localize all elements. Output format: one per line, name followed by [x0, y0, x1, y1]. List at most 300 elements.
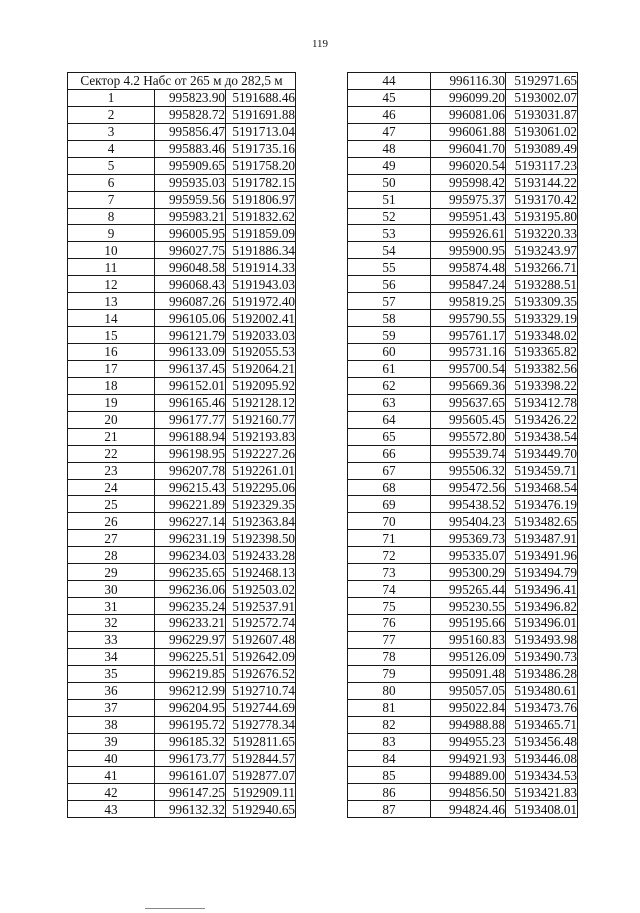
x-coordinate: 995369.73 — [431, 530, 506, 547]
y-coordinate: 5193365.82 — [506, 344, 578, 361]
point-number: 61 — [348, 360, 431, 377]
x-coordinate: 996195.72 — [155, 716, 226, 733]
x-coordinate: 995637.65 — [431, 394, 506, 411]
x-coordinate: 995700.54 — [431, 360, 506, 377]
y-coordinate: 5193220.33 — [506, 225, 578, 242]
x-coordinate: 995790.55 — [431, 310, 506, 327]
y-coordinate: 5193412.78 — [506, 394, 578, 411]
point-number: 71 — [348, 530, 431, 547]
x-coordinate: 994889.00 — [431, 767, 506, 784]
table-row — [348, 767, 578, 784]
table-row — [68, 615, 296, 632]
y-coordinate: 5192227.26 — [226, 445, 296, 462]
y-coordinate: 5191691.88 — [226, 106, 296, 123]
x-coordinate: 996152.01 — [155, 377, 226, 394]
point-number: 26 — [68, 513, 155, 530]
point-number: 34 — [68, 648, 155, 665]
table-row — [68, 394, 296, 411]
point-number: 17 — [68, 360, 155, 377]
point-number: 33 — [68, 631, 155, 648]
point-number: 35 — [68, 665, 155, 682]
y-coordinate: 5193438.54 — [506, 428, 578, 445]
point-number: 87 — [348, 801, 431, 818]
y-coordinate: 5193426.22 — [506, 411, 578, 428]
point-number: 9 — [68, 225, 155, 242]
point-number: 28 — [68, 547, 155, 564]
table-row — [68, 699, 296, 716]
point-number: 63 — [348, 394, 431, 411]
x-coordinate: 995506.32 — [431, 462, 506, 479]
table-row — [348, 513, 578, 530]
x-coordinate: 996188.94 — [155, 428, 226, 445]
y-coordinate: 5193089.49 — [506, 140, 578, 157]
y-coordinate: 5191914.33 — [226, 259, 296, 276]
table-row — [68, 174, 296, 191]
point-number: 8 — [68, 208, 155, 225]
table-row — [68, 106, 296, 123]
y-coordinate: 5193446.08 — [506, 750, 578, 767]
y-coordinate: 5193309.35 — [506, 293, 578, 310]
table-row — [68, 784, 296, 801]
point-number: 55 — [348, 259, 431, 276]
table-row — [348, 428, 578, 445]
table-row — [348, 377, 578, 394]
table-row — [68, 157, 296, 174]
x-coordinate: 996236.06 — [155, 581, 226, 598]
table-row — [348, 733, 578, 750]
table-row — [348, 310, 578, 327]
point-number: 59 — [348, 327, 431, 344]
y-coordinate: 5192261.01 — [226, 462, 296, 479]
x-coordinate: 996105.06 — [155, 310, 226, 327]
y-coordinate: 5193266.71 — [506, 259, 578, 276]
table-row — [348, 89, 578, 106]
y-coordinate: 5193494.79 — [506, 564, 578, 581]
table-row — [68, 716, 296, 733]
point-number: 44 — [348, 73, 431, 90]
table-row — [348, 716, 578, 733]
y-coordinate: 5192778.34 — [226, 716, 296, 733]
table-row — [68, 682, 296, 699]
x-coordinate: 995472.56 — [431, 479, 506, 496]
point-number: 27 — [68, 530, 155, 547]
y-coordinate: 5193382.56 — [506, 360, 578, 377]
x-coordinate: 996116.30 — [431, 73, 506, 90]
x-coordinate: 995300.29 — [431, 564, 506, 581]
x-coordinate: 995959.56 — [155, 191, 226, 208]
table-row — [348, 784, 578, 801]
point-number: 3 — [68, 123, 155, 140]
coordinates-table-right-body — [348, 73, 578, 818]
y-coordinate: 5193473.76 — [506, 699, 578, 716]
point-number: 22 — [68, 445, 155, 462]
x-coordinate: 996234.03 — [155, 547, 226, 564]
table-row — [68, 767, 296, 784]
point-number: 80 — [348, 682, 431, 699]
point-number: 65 — [348, 428, 431, 445]
point-number: 42 — [68, 784, 155, 801]
table-row — [348, 360, 578, 377]
y-coordinate: 5193476.19 — [506, 496, 578, 513]
table-row — [68, 327, 296, 344]
x-coordinate: 995731.16 — [431, 344, 506, 361]
point-number: 58 — [348, 310, 431, 327]
y-coordinate: 5193482.65 — [506, 513, 578, 530]
point-number: 70 — [348, 513, 431, 530]
point-number: 81 — [348, 699, 431, 716]
x-coordinate: 996099.20 — [431, 89, 506, 106]
y-coordinate: 5193398.22 — [506, 377, 578, 394]
y-coordinate: 5192193.83 — [226, 428, 296, 445]
y-coordinate: 5192877.07 — [226, 767, 296, 784]
table-row — [348, 411, 578, 428]
table-row — [68, 242, 296, 259]
table-row — [68, 513, 296, 530]
point-number: 82 — [348, 716, 431, 733]
y-coordinate: 5193465.71 — [506, 716, 578, 733]
y-coordinate: 5192363.84 — [226, 513, 296, 530]
table-row — [68, 293, 296, 310]
table-row — [68, 411, 296, 428]
y-coordinate: 5193144.22 — [506, 174, 578, 191]
table-row — [348, 140, 578, 157]
point-number: 39 — [68, 733, 155, 750]
table-row — [68, 377, 296, 394]
x-coordinate: 996061.88 — [431, 123, 506, 140]
table-row — [68, 89, 296, 106]
y-coordinate: 5191832.62 — [226, 208, 296, 225]
point-number: 32 — [68, 615, 155, 632]
point-number: 75 — [348, 598, 431, 615]
point-number: 2 — [68, 106, 155, 123]
y-coordinate: 5193421.83 — [506, 784, 578, 801]
point-number: 74 — [348, 581, 431, 598]
y-coordinate: 5193061.02 — [506, 123, 578, 140]
x-coordinate: 995935.03 — [155, 174, 226, 191]
table-row — [348, 530, 578, 547]
x-coordinate: 994824.46 — [431, 801, 506, 818]
y-coordinate: 5193496.82 — [506, 598, 578, 615]
table-row — [68, 496, 296, 513]
x-coordinate: 996229.97 — [155, 631, 226, 648]
y-coordinate: 5192572.74 — [226, 615, 296, 632]
table-row — [68, 445, 296, 462]
x-coordinate: 995022.84 — [431, 699, 506, 716]
x-coordinate: 996165.46 — [155, 394, 226, 411]
y-coordinate: 5193493.98 — [506, 631, 578, 648]
point-number: 40 — [68, 750, 155, 767]
table-row — [348, 106, 578, 123]
x-coordinate: 996027.75 — [155, 242, 226, 259]
point-number: 11 — [68, 259, 155, 276]
point-number: 77 — [348, 631, 431, 648]
x-coordinate: 994921.93 — [431, 750, 506, 767]
y-coordinate: 5193456.48 — [506, 733, 578, 750]
y-coordinate: 5191859.09 — [226, 225, 296, 242]
y-coordinate: 5192642.09 — [226, 648, 296, 665]
x-coordinate: 995951.43 — [431, 208, 506, 225]
point-number: 1 — [68, 89, 155, 106]
point-number: 12 — [68, 276, 155, 293]
x-coordinate: 996221.89 — [155, 496, 226, 513]
point-number: 79 — [348, 665, 431, 682]
x-coordinate: 995856.47 — [155, 123, 226, 140]
point-number: 25 — [68, 496, 155, 513]
point-number: 67 — [348, 462, 431, 479]
y-coordinate: 5192940.65 — [226, 801, 296, 818]
x-coordinate: 995819.25 — [431, 293, 506, 310]
point-number: 73 — [348, 564, 431, 581]
table-row — [348, 445, 578, 462]
point-number: 13 — [68, 293, 155, 310]
coordinates-table-right — [347, 72, 578, 818]
table-row — [348, 682, 578, 699]
table-row — [68, 665, 296, 682]
x-coordinate: 995195.66 — [431, 615, 506, 632]
x-coordinate: 995761.17 — [431, 327, 506, 344]
table-row — [68, 225, 296, 242]
x-coordinate: 996198.95 — [155, 445, 226, 462]
table-row — [348, 123, 578, 140]
table-row — [348, 327, 578, 344]
table-row — [348, 547, 578, 564]
table-row — [68, 310, 296, 327]
table-row — [68, 259, 296, 276]
x-coordinate: 996133.09 — [155, 344, 226, 361]
y-coordinate: 5192909.11 — [226, 784, 296, 801]
coordinates-table-left-body — [68, 73, 296, 818]
y-coordinate: 5192128.12 — [226, 394, 296, 411]
y-coordinate: 5193348.02 — [506, 327, 578, 344]
table-row — [348, 462, 578, 479]
y-coordinate: 5193117.23 — [506, 157, 578, 174]
y-coordinate: 5193496.41 — [506, 581, 578, 598]
y-coordinate: 5192095.92 — [226, 377, 296, 394]
table-row — [348, 750, 578, 767]
point-number: 68 — [348, 479, 431, 496]
point-number: 51 — [348, 191, 431, 208]
x-coordinate: 995438.52 — [431, 496, 506, 513]
y-coordinate: 5193434.53 — [506, 767, 578, 784]
table-row — [348, 699, 578, 716]
y-coordinate: 5191713.04 — [226, 123, 296, 140]
x-coordinate: 995823.90 — [155, 89, 226, 106]
point-number: 14 — [68, 310, 155, 327]
y-coordinate: 5193486.28 — [506, 665, 578, 682]
y-coordinate: 5193480.61 — [506, 682, 578, 699]
point-number: 21 — [68, 428, 155, 445]
y-coordinate: 5191943.03 — [226, 276, 296, 293]
point-number: 23 — [68, 462, 155, 479]
y-coordinate: 5192744.69 — [226, 699, 296, 716]
table-row — [348, 174, 578, 191]
y-coordinate: 5192710.74 — [226, 682, 296, 699]
x-coordinate: 996068.43 — [155, 276, 226, 293]
point-number: 84 — [348, 750, 431, 767]
table-row — [348, 191, 578, 208]
x-coordinate: 995828.72 — [155, 106, 226, 123]
y-coordinate: 5192064.21 — [226, 360, 296, 377]
y-coordinate: 5193408.01 — [506, 801, 578, 818]
x-coordinate: 996177.77 — [155, 411, 226, 428]
table-row — [68, 801, 296, 818]
page-number: 119 — [311, 38, 329, 50]
x-coordinate: 995091.48 — [431, 665, 506, 682]
y-coordinate: 5193329.19 — [506, 310, 578, 327]
x-coordinate: 995900.95 — [431, 242, 506, 259]
point-number: 46 — [348, 106, 431, 123]
table-row — [68, 208, 296, 225]
point-number: 20 — [68, 411, 155, 428]
table-row — [68, 564, 296, 581]
x-coordinate: 996225.51 — [155, 648, 226, 665]
point-number: 31 — [68, 598, 155, 615]
point-number: 24 — [68, 479, 155, 496]
table-row — [68, 750, 296, 767]
y-coordinate: 5192971.65 — [506, 73, 578, 90]
point-number: 78 — [348, 648, 431, 665]
y-coordinate: 5193491.96 — [506, 547, 578, 564]
x-coordinate: 995975.37 — [431, 191, 506, 208]
y-coordinate: 5193459.71 — [506, 462, 578, 479]
point-number: 5 — [68, 157, 155, 174]
sector-header: Сектор 4.2 Набс от 265 м до 282,5 м — [68, 73, 296, 90]
point-number: 29 — [68, 564, 155, 581]
y-coordinate: 5193449.70 — [506, 445, 578, 462]
point-number: 41 — [68, 767, 155, 784]
x-coordinate: 996173.77 — [155, 750, 226, 767]
x-coordinate: 996081.06 — [431, 106, 506, 123]
x-coordinate: 994988.88 — [431, 716, 506, 733]
y-coordinate: 5192537.91 — [226, 598, 296, 615]
y-coordinate: 5193496.01 — [506, 615, 578, 632]
point-number: 19 — [68, 394, 155, 411]
y-coordinate: 5192607.48 — [226, 631, 296, 648]
x-coordinate: 996204.95 — [155, 699, 226, 716]
x-coordinate: 995926.61 — [431, 225, 506, 242]
point-number: 69 — [348, 496, 431, 513]
x-coordinate: 996215.43 — [155, 479, 226, 496]
x-coordinate: 995883.46 — [155, 140, 226, 157]
sector-header-row — [68, 73, 296, 90]
table-row — [348, 276, 578, 293]
x-coordinate: 995983.21 — [155, 208, 226, 225]
x-coordinate: 996227.14 — [155, 513, 226, 530]
point-number: 52 — [348, 208, 431, 225]
x-coordinate: 996233.21 — [155, 615, 226, 632]
table-row — [348, 631, 578, 648]
x-coordinate: 995404.23 — [431, 513, 506, 530]
table-row — [348, 581, 578, 598]
y-coordinate: 5193487.91 — [506, 530, 578, 547]
point-number: 57 — [348, 293, 431, 310]
y-coordinate: 5193468.54 — [506, 479, 578, 496]
point-number: 72 — [348, 547, 431, 564]
x-coordinate: 995265.44 — [431, 581, 506, 598]
point-number: 37 — [68, 699, 155, 716]
x-coordinate: 996235.65 — [155, 564, 226, 581]
table-row — [348, 665, 578, 682]
table-row — [68, 276, 296, 293]
point-number: 7 — [68, 191, 155, 208]
x-coordinate: 994856.50 — [431, 784, 506, 801]
y-coordinate: 5192002.41 — [226, 310, 296, 327]
x-coordinate: 996020.54 — [431, 157, 506, 174]
y-coordinate: 5193002.07 — [506, 89, 578, 106]
point-number: 30 — [68, 581, 155, 598]
point-number: 36 — [68, 682, 155, 699]
point-number: 62 — [348, 377, 431, 394]
y-coordinate: 5192676.52 — [226, 665, 296, 682]
table-row — [348, 157, 578, 174]
point-number: 4 — [68, 140, 155, 157]
x-coordinate: 996231.19 — [155, 530, 226, 547]
y-coordinate: 5191782.15 — [226, 174, 296, 191]
y-coordinate: 5192468.13 — [226, 564, 296, 581]
x-coordinate: 995057.05 — [431, 682, 506, 699]
table-row — [68, 631, 296, 648]
table-row — [68, 462, 296, 479]
x-coordinate: 994955.23 — [431, 733, 506, 750]
y-coordinate: 5193031.87 — [506, 106, 578, 123]
y-coordinate: 5191886.34 — [226, 242, 296, 259]
table-row — [68, 344, 296, 361]
y-coordinate: 5192844.57 — [226, 750, 296, 767]
x-coordinate: 996087.26 — [155, 293, 226, 310]
y-coordinate: 5191735.16 — [226, 140, 296, 157]
point-number: 16 — [68, 344, 155, 361]
x-coordinate: 996212.99 — [155, 682, 226, 699]
point-number: 54 — [348, 242, 431, 259]
x-coordinate: 996048.58 — [155, 259, 226, 276]
point-number: 56 — [348, 276, 431, 293]
x-coordinate: 995847.24 — [431, 276, 506, 293]
point-number: 50 — [348, 174, 431, 191]
x-coordinate: 995126.09 — [431, 648, 506, 665]
point-number: 6 — [68, 174, 155, 191]
table-row — [348, 293, 578, 310]
table-row — [68, 547, 296, 564]
table-row — [68, 648, 296, 665]
x-coordinate: 996207.78 — [155, 462, 226, 479]
point-number: 10 — [68, 242, 155, 259]
table-row — [348, 648, 578, 665]
point-number: 45 — [348, 89, 431, 106]
x-coordinate: 996147.25 — [155, 784, 226, 801]
x-coordinate: 996005.95 — [155, 225, 226, 242]
y-coordinate: 5193170.42 — [506, 191, 578, 208]
y-coordinate: 5192160.77 — [226, 411, 296, 428]
table-row — [68, 479, 296, 496]
table-row — [348, 208, 578, 225]
table-row — [348, 479, 578, 496]
point-number: 48 — [348, 140, 431, 157]
x-coordinate: 995998.42 — [431, 174, 506, 191]
table-row — [348, 259, 578, 276]
point-number: 49 — [348, 157, 431, 174]
table-row — [348, 394, 578, 411]
y-coordinate: 5192433.28 — [226, 547, 296, 564]
table-row — [348, 73, 578, 90]
x-coordinate: 995669.36 — [431, 377, 506, 394]
table-row — [348, 598, 578, 615]
table-row — [348, 344, 578, 361]
y-coordinate: 5191758.20 — [226, 157, 296, 174]
table-row — [68, 360, 296, 377]
y-coordinate: 5192329.35 — [226, 496, 296, 513]
y-coordinate: 5193288.51 — [506, 276, 578, 293]
x-coordinate: 995160.83 — [431, 631, 506, 648]
